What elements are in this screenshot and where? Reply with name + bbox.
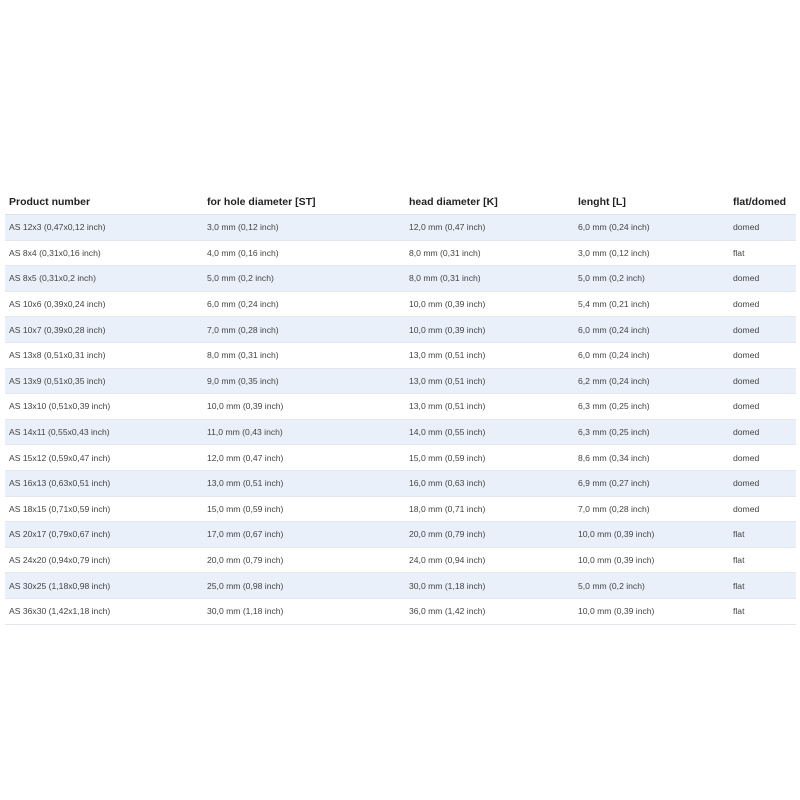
cell-flat-domed: flat	[729, 240, 796, 266]
table-row	[5, 266, 796, 292]
cell-flat-domed: domed	[729, 368, 796, 394]
cell-head-diameter: 14,0 mm (0,55 inch)	[405, 419, 574, 445]
cell-length: 10,0 mm (0,39 inch)	[574, 547, 729, 573]
cell-flat-domed: domed	[729, 496, 796, 522]
cell-head-diameter: 13,0 mm (0,51 inch)	[405, 394, 574, 420]
cell-length: 5,0 mm (0,2 inch)	[574, 266, 729, 292]
cell-product-number: AS 36x30 (1,42x1,18 inch)	[5, 598, 203, 624]
table-row	[5, 419, 796, 445]
cell-hole-diameter: 30,0 mm (1,18 inch)	[203, 598, 405, 624]
cell-head-diameter: 24,0 mm (0,94 inch)	[405, 547, 574, 573]
cell-hole-diameter: 13,0 mm (0,51 inch)	[203, 470, 405, 496]
cell-hole-diameter: 6,0 mm (0,24 inch)	[203, 291, 405, 317]
cell-product-number: AS 13x10 (0,51x0,39 inch)	[5, 394, 203, 420]
cell-product-number: AS 10x7 (0,39x0,28 inch)	[5, 317, 203, 343]
table-row	[5, 470, 796, 496]
cell-product-number: AS 8x4 (0,31x0,16 inch)	[5, 240, 203, 266]
cell-length: 10,0 mm (0,39 inch)	[574, 598, 729, 624]
table-row	[5, 240, 796, 266]
cell-head-diameter: 8,0 mm (0,31 inch)	[405, 240, 574, 266]
cell-length: 6,0 mm (0,24 inch)	[574, 215, 729, 241]
cell-hole-diameter: 8,0 mm (0,31 inch)	[203, 342, 405, 368]
cell-length: 6,3 mm (0,25 inch)	[574, 394, 729, 420]
table-header	[5, 189, 796, 215]
cell-head-diameter: 8,0 mm (0,31 inch)	[405, 266, 574, 292]
cell-flat-domed: flat	[729, 598, 796, 624]
cell-hole-diameter: 25,0 mm (0,98 inch)	[203, 573, 405, 599]
cell-hole-diameter: 17,0 mm (0,67 inch)	[203, 522, 405, 548]
cell-length: 10,0 mm (0,39 inch)	[574, 522, 729, 548]
cell-product-number: AS 8x5 (0,31x0,2 inch)	[5, 266, 203, 292]
cell-hole-diameter: 7,0 mm (0,28 inch)	[203, 317, 405, 343]
column-header-product-number: Product number	[5, 189, 203, 215]
cell-product-number: AS 18x15 (0,71x0,59 inch)	[5, 496, 203, 522]
cell-product-number: AS 24x20 (0,94x0,79 inch)	[5, 547, 203, 573]
cell-hole-diameter: 4,0 mm (0,16 inch)	[203, 240, 405, 266]
cell-flat-domed: domed	[729, 215, 796, 241]
cell-flat-domed: domed	[729, 419, 796, 445]
cell-flat-domed: flat	[729, 573, 796, 599]
table-row	[5, 342, 796, 368]
cell-product-number: AS 16x13 (0,63x0,51 inch)	[5, 470, 203, 496]
cell-head-diameter: 36,0 mm (1,42 inch)	[405, 598, 574, 624]
cell-hole-diameter: 9,0 mm (0,35 inch)	[203, 368, 405, 394]
table-row	[5, 291, 796, 317]
cell-flat-domed: domed	[729, 445, 796, 471]
cell-flat-domed: domed	[729, 266, 796, 292]
table-row	[5, 445, 796, 471]
cell-flat-domed: domed	[729, 317, 796, 343]
cell-length: 6,9 mm (0,27 inch)	[574, 470, 729, 496]
table-row	[5, 522, 796, 548]
table-row	[5, 368, 796, 394]
cell-length: 3,0 mm (0,12 inch)	[574, 240, 729, 266]
cell-head-diameter: 13,0 mm (0,51 inch)	[405, 368, 574, 394]
cell-head-diameter: 10,0 mm (0,39 inch)	[405, 317, 574, 343]
cell-hole-diameter: 20,0 mm (0,79 inch)	[203, 547, 405, 573]
cell-length: 6,0 mm (0,24 inch)	[574, 317, 729, 343]
table-body	[5, 215, 796, 625]
cell-flat-domed: flat	[729, 547, 796, 573]
product-table	[5, 189, 796, 625]
table-row	[5, 598, 796, 624]
cell-length: 8,6 mm (0,34 inch)	[574, 445, 729, 471]
cell-length: 6,3 mm (0,25 inch)	[574, 419, 729, 445]
table-row	[5, 573, 796, 599]
cell-flat-domed: domed	[729, 470, 796, 496]
cell-length: 5,4 mm (0,21 inch)	[574, 291, 729, 317]
table-row	[5, 547, 796, 573]
table-row	[5, 317, 796, 343]
cell-product-number: AS 20x17 (0,79x0,67 inch)	[5, 522, 203, 548]
cell-head-diameter: 10,0 mm (0,39 inch)	[405, 291, 574, 317]
cell-head-diameter: 12,0 mm (0,47 inch)	[405, 215, 574, 241]
header-row	[5, 189, 796, 215]
cell-head-diameter: 30,0 mm (1,18 inch)	[405, 573, 574, 599]
column-header-flat-domed: flat/domed	[729, 189, 796, 215]
table-row	[5, 394, 796, 420]
cell-length: 6,2 mm (0,24 inch)	[574, 368, 729, 394]
cell-hole-diameter: 11,0 mm (0,43 inch)	[203, 419, 405, 445]
cell-hole-diameter: 10,0 mm (0,39 inch)	[203, 394, 405, 420]
cell-product-number: AS 13x9 (0,51x0,35 inch)	[5, 368, 203, 394]
cell-product-number: AS 14x11 (0,55x0,43 inch)	[5, 419, 203, 445]
cell-flat-domed: domed	[729, 342, 796, 368]
table-row	[5, 215, 796, 241]
column-header-length: lenght [L]	[574, 189, 729, 215]
column-header-hole-diameter: for hole diameter [ST]	[203, 189, 405, 215]
cell-product-number: AS 13x8 (0,51x0,31 inch)	[5, 342, 203, 368]
cell-flat-domed: flat	[729, 522, 796, 548]
table-row	[5, 496, 796, 522]
cell-hole-diameter: 3,0 mm (0,12 inch)	[203, 215, 405, 241]
cell-product-number: AS 15x12 (0,59x0,47 inch)	[5, 445, 203, 471]
cell-head-diameter: 18,0 mm (0,71 inch)	[405, 496, 574, 522]
cell-flat-domed: domed	[729, 291, 796, 317]
cell-hole-diameter: 5,0 mm (0,2 inch)	[203, 266, 405, 292]
cell-head-diameter: 16,0 mm (0,63 inch)	[405, 470, 574, 496]
cell-flat-domed: domed	[729, 394, 796, 420]
cell-product-number: AS 10x6 (0,39x0,24 inch)	[5, 291, 203, 317]
cell-length: 6,0 mm (0,24 inch)	[574, 342, 729, 368]
cell-length: 7,0 mm (0,28 inch)	[574, 496, 729, 522]
product-table-container	[5, 189, 796, 625]
cell-head-diameter: 15,0 mm (0,59 inch)	[405, 445, 574, 471]
cell-head-diameter: 20,0 mm (0,79 inch)	[405, 522, 574, 548]
column-header-head-diameter: head diameter [K]	[405, 189, 574, 215]
cell-product-number: AS 30x25 (1,18x0,98 inch)	[5, 573, 203, 599]
cell-hole-diameter: 15,0 mm (0,59 inch)	[203, 496, 405, 522]
cell-head-diameter: 13,0 mm (0,51 inch)	[405, 342, 574, 368]
cell-length: 5,0 mm (0,2 inch)	[574, 573, 729, 599]
cell-product-number: AS 12x3 (0,47x0,12 inch)	[5, 215, 203, 241]
cell-hole-diameter: 12,0 mm (0,47 inch)	[203, 445, 405, 471]
